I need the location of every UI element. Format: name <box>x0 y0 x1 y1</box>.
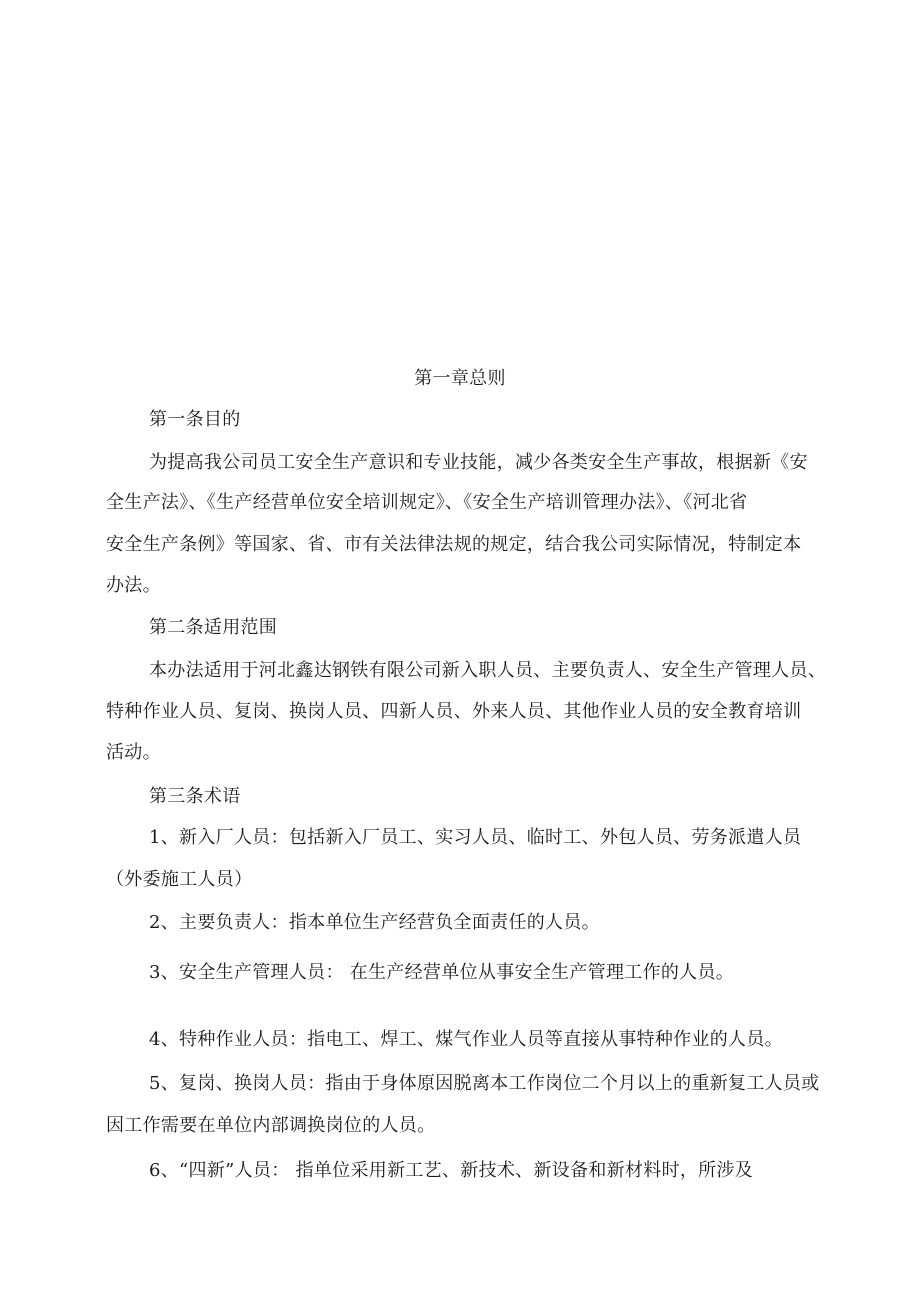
article-1-line-3: 安全生产条例》等国家、省、市有关法律法规的规定，结合我公司实际情况，特制定本 <box>106 534 802 555</box>
article-2-line-2: 特种作业人员、复岗、换岗人员、四新人员、外来人员、其他作业人员的安全教育培训 <box>106 701 802 722</box>
article-1-line-1: 为提高我公司员工安全生产意识和专业技能，减少各类安全生产事故，根据新《安 <box>149 452 808 473</box>
article-2-heading: 第二条适用范围 <box>149 617 278 638</box>
article-3-item-5: 5、复岗、换岗人员：指由于身体原因脱离本工作岗位二个月以上的重新复工人员或 <box>149 1073 820 1094</box>
article-2-line-3: 活动。 <box>106 742 161 763</box>
article-1-line-4: 办法。 <box>106 575 161 596</box>
chapter-title: 第一章总则 <box>414 368 506 389</box>
article-3-item-3: 3、安全生产管理人员： 在生产经营单位从事安全生产管理工作的人员。 <box>149 962 735 983</box>
article-3-item-1-cont: （外委施工人员） <box>106 869 253 890</box>
article-3-item-5-cont: 因工作需要在单位内部调换岗位的人员。 <box>106 1115 436 1136</box>
article-1-line-2: 全生产法》、《生产经营单位安全培训规定》、《安全生产培训管理办法》、《河北省 <box>106 492 748 513</box>
article-3-item-2: 2、主要负责人：指本单位生产经营负全面责任的人员。 <box>149 912 600 933</box>
article-3-item-4: 4、特种作业人员：指电工、焊工、煤气作业人员等直接从事特种作业的人员。 <box>149 1029 783 1050</box>
article-3-item-6: 6、“四新”人员： 指单位采用新工艺、新技术、新设备和新材料时，所涉及 <box>149 1160 754 1181</box>
article-3-heading: 第三条术语 <box>149 786 241 807</box>
article-1-heading: 第一条目的 <box>149 409 241 430</box>
article-3-item-1: 1、新入厂人员：包括新入厂员工、实习人员、临时工、外包人员、劳务派遣人员 <box>149 827 802 848</box>
article-2-line-1: 本办法适用于河北鑫达钢铁有限公司新入职人员、主要负责人、安全生产管理人员、 <box>149 660 827 681</box>
